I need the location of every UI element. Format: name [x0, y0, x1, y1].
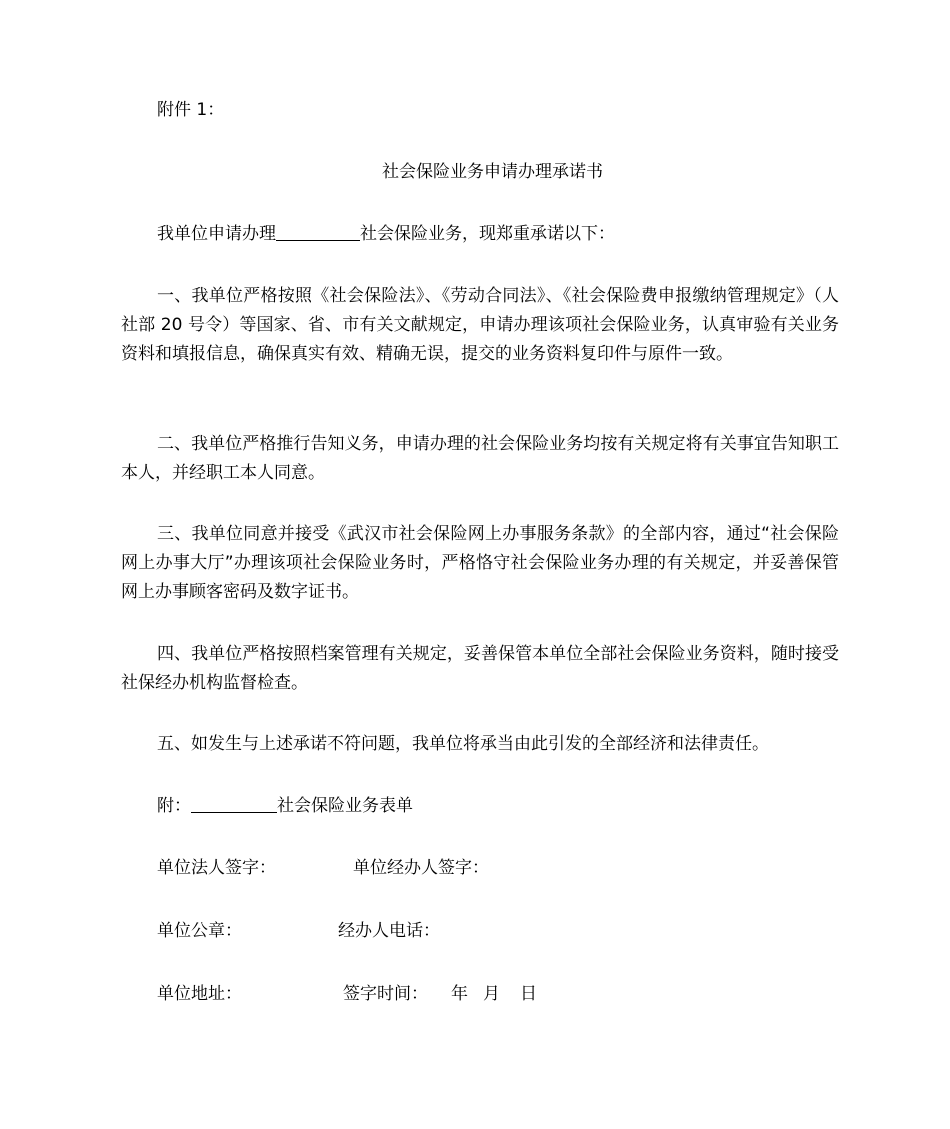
legal-rep-signature-label: 单位法人签字：	[157, 858, 276, 878]
year-label: 年	[451, 984, 468, 1004]
unit-address-label: 单位地址：	[157, 984, 242, 1004]
sign-time-label: 签字时间：	[343, 984, 428, 1004]
attach-after: 社会保险业务表单	[277, 796, 413, 816]
clause-2: 二、我单位严格推行告知义务，申请办理的社会保险业务均按有关规定将有关事宜告知职工本人，并经职工本人同意。	[121, 434, 839, 483]
handler-phone-label: 经办人电话：	[338, 921, 440, 941]
intro-after: 社会保险业务，现郑重承诺以下：	[360, 224, 615, 244]
attachment-line	[157, 796, 413, 816]
clause-4: 四、我单位严格按照档案管理有关规定，妥善保管本单位全部社会保险业务资料，随时接受社保经办机构监督检查。	[121, 644, 839, 693]
day-label: 日	[520, 984, 537, 1004]
intro-before: 我单位申请办理	[157, 224, 276, 244]
intro-line	[157, 224, 615, 244]
month-label: 月	[483, 984, 500, 1004]
clause-5: 五、如发生与上述承诺不符问题，我单位将承当由此引发的全部经济和法律责任。	[157, 734, 769, 754]
clause-1: 一、我单位严格按照《社会保险法》、《劳动合同法》、《社会保险费申报缴纳管理规定》（人社部 20 号令）等国家、省、市有关文献规定，申请办理该项社会保险业务，认真审验有关业务资料和填报信息，确保真实有效、精确无误，提交的业务资料复印件与原件一致。	[121, 286, 839, 364]
form-name-blank[interactable]	[191, 796, 277, 813]
document-title: 社会保险业务申请办理承诺书	[382, 162, 603, 182]
business-name-blank[interactable]	[276, 224, 360, 241]
attachment-label: 附件 1：	[157, 100, 225, 120]
unit-seal-label: 单位公章：	[157, 921, 242, 941]
clause-3: 三、我单位同意并接受《武汉市社会保险网上办事服务条款》的全部内容，通过“社会保险网上办事大厅”办理该项社会保险业务时，严格恪守社会保险业务办理的有关规定，并妥善保管网上办事顾客密码及数字证书。	[121, 524, 839, 602]
handler-signature-label: 单位经办人签字：	[353, 858, 489, 878]
attach-before: 附：	[157, 796, 191, 816]
